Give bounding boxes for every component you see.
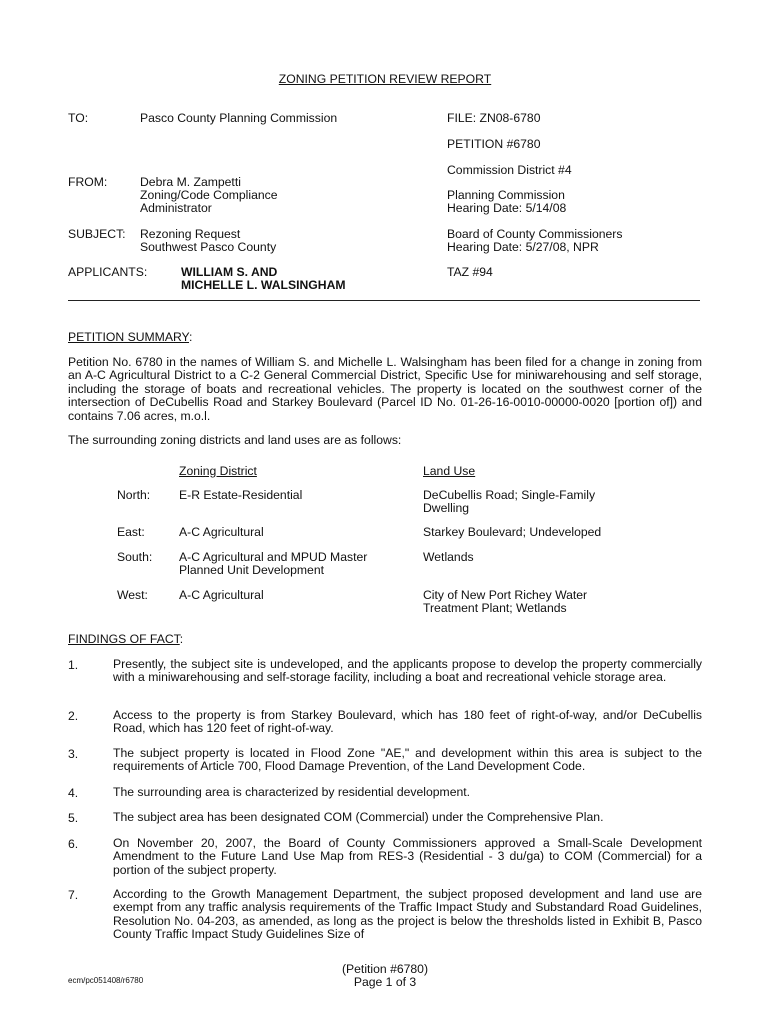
finding-text: Access to the property is from Starkey Boulevard, which has 180 feet of right-of-way, and/or DeCubellis Road, which has 120 feet of right-of-way.: [113, 708, 702, 736]
to-value: Pasco County Planning Commission: [140, 111, 338, 125]
summary-heading-colon: :: [189, 330, 193, 344]
finding-text: On November 20, 2007, the Board of County Commissioners approved a Small-Scale Development Amendment to the Future Land Use Map from RES-3 (Residential - 3 du/ga) to COM (Commercial) for a portion of the subject property.: [113, 836, 702, 877]
table-row-use: Starkey Boulevard; Undeveloped: [423, 525, 602, 539]
findings-heading-colon: :: [179, 632, 184, 646]
finding-number: 3.: [68, 747, 79, 761]
finding-number: 5.: [68, 811, 79, 825]
finding-text: The subject property is located in Flood Zone "AE," and development within this area is subject to the requirements of Article 700, Flood Damage Prevention, of the Land Development Code.: [113, 746, 702, 774]
surrounding-intro: The surrounding zoning districts and land uses are as follows:: [68, 433, 402, 447]
finding-text: Presently, the subject site is undeveloped, and the applicants propose to develop the property commercially with a miniwarehousing and self-storage facility, including a boat and recreational vehicle storage area.: [113, 657, 702, 685]
pc-hearing-line: Planning Commission: [447, 188, 565, 202]
summary-heading: [68, 330, 192, 344]
bcc-hearing-line: Hearing Date: 5/27/08, NPR: [447, 240, 599, 254]
finding-number: 4.: [68, 786, 79, 800]
page-number: Page 1 of 3: [353, 975, 417, 989]
finding-number: 6.: [68, 837, 79, 851]
from-label: FROM:: [68, 175, 108, 189]
applicants-line: WILLIAM S. AND: [181, 265, 278, 279]
summary-paragraph: Petition No. 6780 in the names of William S. and Michelle L. Walsingham has been filed for a change in zoning from an A-C Agricultural District to a C-2 General Commercial District, Specific Use for miniwarehousing and self storage, including the storage of boats and recreational vehicles. The property is located on the southwest corner of the intersection of DeCubellis Road and Starkey Boulevard (Parcel ID No. 01-26-16-0010-00000-0020 [portion of]) and contains 7.06 acres, m.o.l.: [68, 355, 702, 423]
taz-number: TAZ #94: [447, 265, 493, 279]
table-header-zoning: Zoning District: [179, 464, 257, 478]
finding-number: 7.: [68, 888, 79, 902]
file-number: FILE: ZN08-6780: [447, 111, 541, 125]
applicants-line: MICHELLE L. WALSINGHAM: [181, 278, 346, 292]
table-row-zone: E-R Estate-Residential: [179, 488, 303, 502]
table-row-zone: A-C Agricultural and MPUD Master: [179, 550, 368, 564]
subject-line: Southwest Pasco County: [140, 240, 277, 254]
table-row-direction: South:: [117, 550, 153, 564]
table-row-zone: A-C Agricultural: [179, 525, 264, 539]
table-row-direction: East:: [117, 525, 145, 539]
findings-heading-text: FINDINGS OF FACT: [68, 632, 180, 646]
table-row-direction: West:: [117, 588, 148, 602]
finding-text: The subject area has been designated COM (Commercial) under the Comprehensive Plan.: [113, 810, 604, 824]
table-row-use: City of New Port Richey Water: [423, 588, 588, 602]
header-divider: [68, 300, 700, 301]
from-line: Zoning/Code Compliance: [140, 188, 278, 202]
finding-text: The surrounding area is characterized by residential development.: [113, 785, 471, 799]
subject-label: SUBJECT:: [68, 227, 126, 241]
table-row-direction: North:: [117, 488, 151, 502]
petition-number: PETITION #6780: [447, 137, 541, 151]
finding-number: 1.: [68, 658, 79, 672]
to-label: TO:: [68, 111, 89, 125]
table-row-zone: A-C Agricultural: [179, 588, 264, 602]
table-row-zone: Planned Unit Development: [179, 563, 324, 577]
finding-text: According to the Growth Management Department, the subject proposed development and land use are exempt from any traffic analysis requirements of the Traffic Impact Study and Substandard Road Guidelines, Resolution No. 04-203, as amended, as long as the project is below the thresholds listed in Exhibit B, Pasco County Traffic Impact Study Guidelines Size of: [113, 887, 702, 942]
table-row-use: Dwelling: [423, 501, 470, 515]
pc-hearing-line: Hearing Date: 5/14/08: [447, 201, 567, 215]
footer-code: ecm/pc051408/r6780: [68, 976, 144, 985]
subject-line: Rezoning Request: [140, 227, 241, 241]
findings-heading: [68, 632, 183, 646]
finding-number: 2.: [68, 709, 79, 723]
commission-district: Commission District #4: [447, 163, 572, 177]
table-row-use: DeCubellis Road; Single-Family: [423, 488, 596, 502]
table-row-use: Wetlands: [423, 550, 474, 564]
from-line: Administrator: [140, 201, 212, 215]
from-line: Debra M. Zampetti: [140, 175, 241, 189]
footer-petition: (Petition #6780): [341, 962, 429, 976]
page-title: ZONING PETITION REVIEW REPORT: [278, 72, 492, 86]
applicants-label: APPLICANTS:: [68, 265, 148, 279]
bcc-hearing-line: Board of County Commissioners: [447, 227, 623, 241]
table-header-land-use: Land Use: [423, 464, 476, 478]
summary-heading-text: PETITION SUMMARY: [68, 330, 189, 344]
table-row-use: Treatment Plant; Wetlands: [423, 601, 567, 615]
